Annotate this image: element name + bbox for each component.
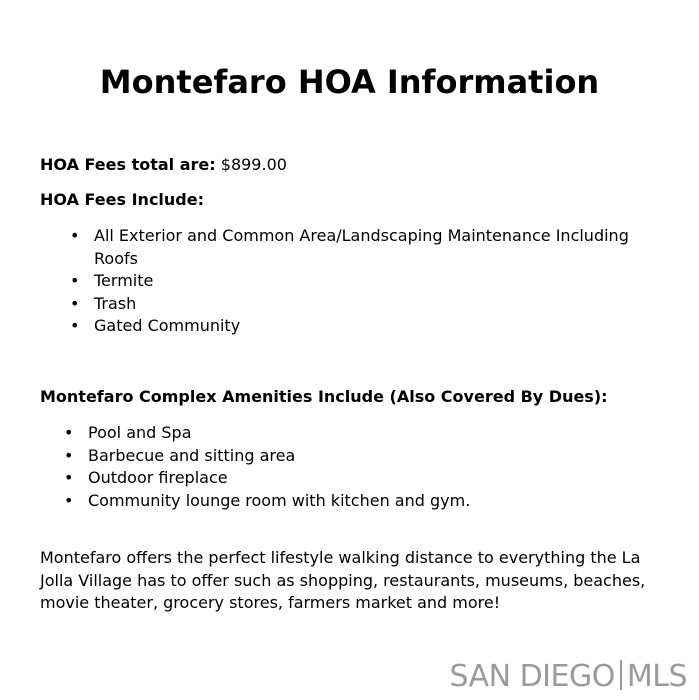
hoa-fees-include-list (70, 225, 654, 338)
bullet-icon: • (64, 445, 74, 465)
watermark-left-text: SAN DIEGO (449, 659, 615, 694)
description-paragraph: Montefaro offers the perfect lifestyle walking distance to everything the La Jolla Village has to offer such as shopping, restaurants, museums, beaches, movie theater, grocery stores, farmers market and more! (40, 548, 646, 612)
watermark-right-text: MLS (626, 659, 687, 694)
watermark-divider (620, 660, 622, 690)
page-title: Montefaro HOA Information (99, 63, 600, 101)
san-diego-mls-watermark (449, 660, 687, 694)
list-item: • Gated Community (94, 315, 654, 338)
bullet-icon: • (64, 423, 74, 442)
hoa-fees-total-label: HOA Fees total are: (40, 155, 216, 174)
amenities-list (64, 422, 648, 512)
hoa-fees-total-line (40, 154, 287, 176)
hoa-fees-total-value: $899.00 (220, 155, 287, 174)
amenities-heading: Montefaro Complex Amenities Include (Also Covered By Dues): (40, 387, 608, 406)
bullet-icon: • (70, 316, 80, 335)
bullet-icon: • (70, 293, 80, 313)
list-item: • Termite (94, 270, 654, 293)
hoa-fees-include-heading: HOA Fees Include: (40, 190, 204, 209)
list-item: • All Exterior and Common Area/Landscaping Maintenance Including Roofs (70, 226, 629, 268)
bullet-icon: • (70, 271, 80, 290)
bullet-icon: • (64, 468, 74, 487)
bullet-icon: • (70, 226, 80, 245)
list-item: • Outdoor fireplace (88, 467, 648, 490)
bullet-icon: • (64, 490, 74, 510)
list-item: • Barbecue and sitting area (88, 445, 648, 468)
list-item: • Community lounge room with kitchen and gym. (88, 490, 648, 513)
list-item: • Pool and Spa (88, 422, 648, 445)
list-item: • Trash (94, 293, 654, 316)
